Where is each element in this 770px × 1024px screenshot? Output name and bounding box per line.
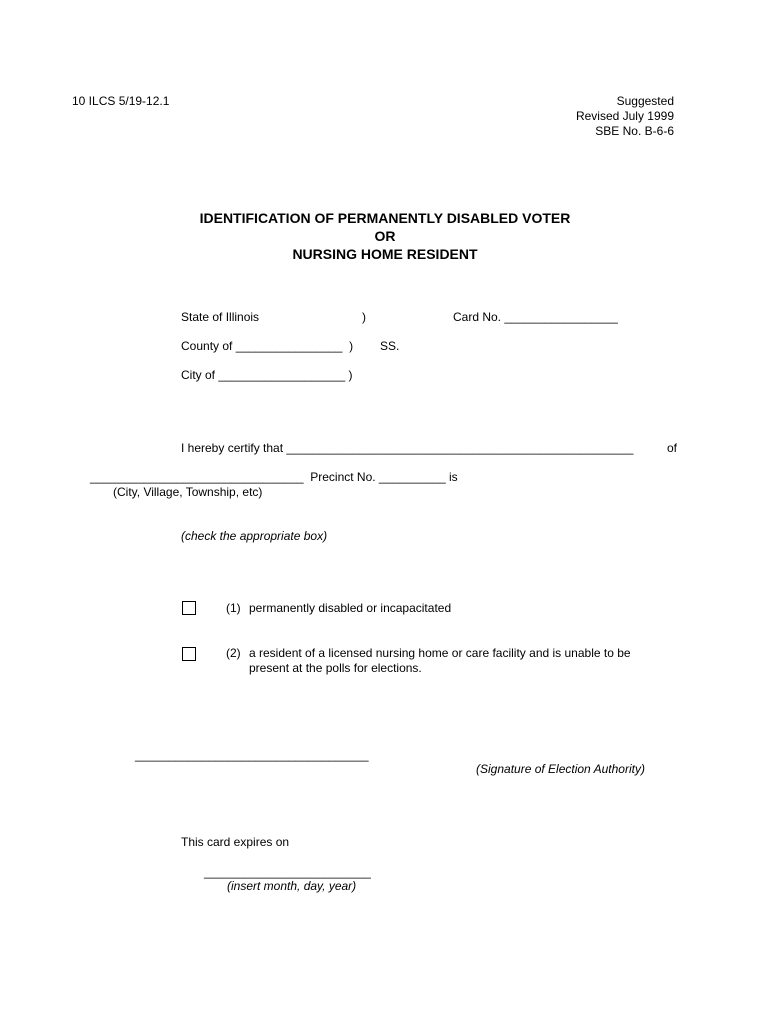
certify-name-field[interactable]: I hereby certify that ____________________________________________________ <box>181 441 634 455</box>
expiry-caption: (insert month, day, year) <box>227 879 357 893</box>
locality-precinct-field[interactable]: ________________________________ Precinct No. __________ is <box>90 470 458 484</box>
form-number: SBE No. B-6-6 <box>595 124 674 138</box>
form-title-line2: OR <box>374 228 396 244</box>
disabled-checkbox[interactable] <box>182 601 196 615</box>
option-2-text-line2: present at the polls for elections. <box>249 661 422 675</box>
certify-of-label: of <box>667 441 678 455</box>
revision-date: Revised July 1999 <box>575 109 674 123</box>
option-1-text: permanently disabled or incapacitated <box>249 601 452 615</box>
city-field[interactable]: City of ___________________ ) <box>181 368 353 382</box>
form-title-line1: IDENTIFICATION OF PERMANENTLY DISABLED VOTER <box>199 210 571 226</box>
signature-line[interactable]: ___________________________________ <box>135 748 369 762</box>
option-1-number: (1) <box>226 601 241 615</box>
expiry-date-line[interactable]: _________________________ <box>204 865 371 879</box>
state-paren: ) <box>362 310 366 324</box>
suggested-label: Suggested <box>616 94 674 108</box>
check-instruction: (check the appropriate box) <box>181 529 328 543</box>
option-2-number: (2) <box>226 646 241 660</box>
card-number-field[interactable]: Card No. _________________ <box>453 310 618 324</box>
option-2-text-line1: a resident of a licensed nursing home or care facility and is unable to be <box>249 646 631 660</box>
locality-caption: (City, Village, Township, etc) <box>113 485 263 499</box>
form-title-line3: NURSING HOME RESIDENT <box>292 246 478 262</box>
signature-caption: (Signature of Election Authority) <box>476 762 645 776</box>
nursing-home-checkbox[interactable] <box>182 647 196 661</box>
county-field[interactable]: County of ________________ ) <box>181 339 354 353</box>
state-label: State of Illinois <box>181 310 260 324</box>
expiry-label: This card expires on <box>181 835 290 849</box>
statute-reference: 10 ILCS 5/19-12.1 <box>72 94 170 108</box>
ss-label: SS. <box>380 339 400 353</box>
